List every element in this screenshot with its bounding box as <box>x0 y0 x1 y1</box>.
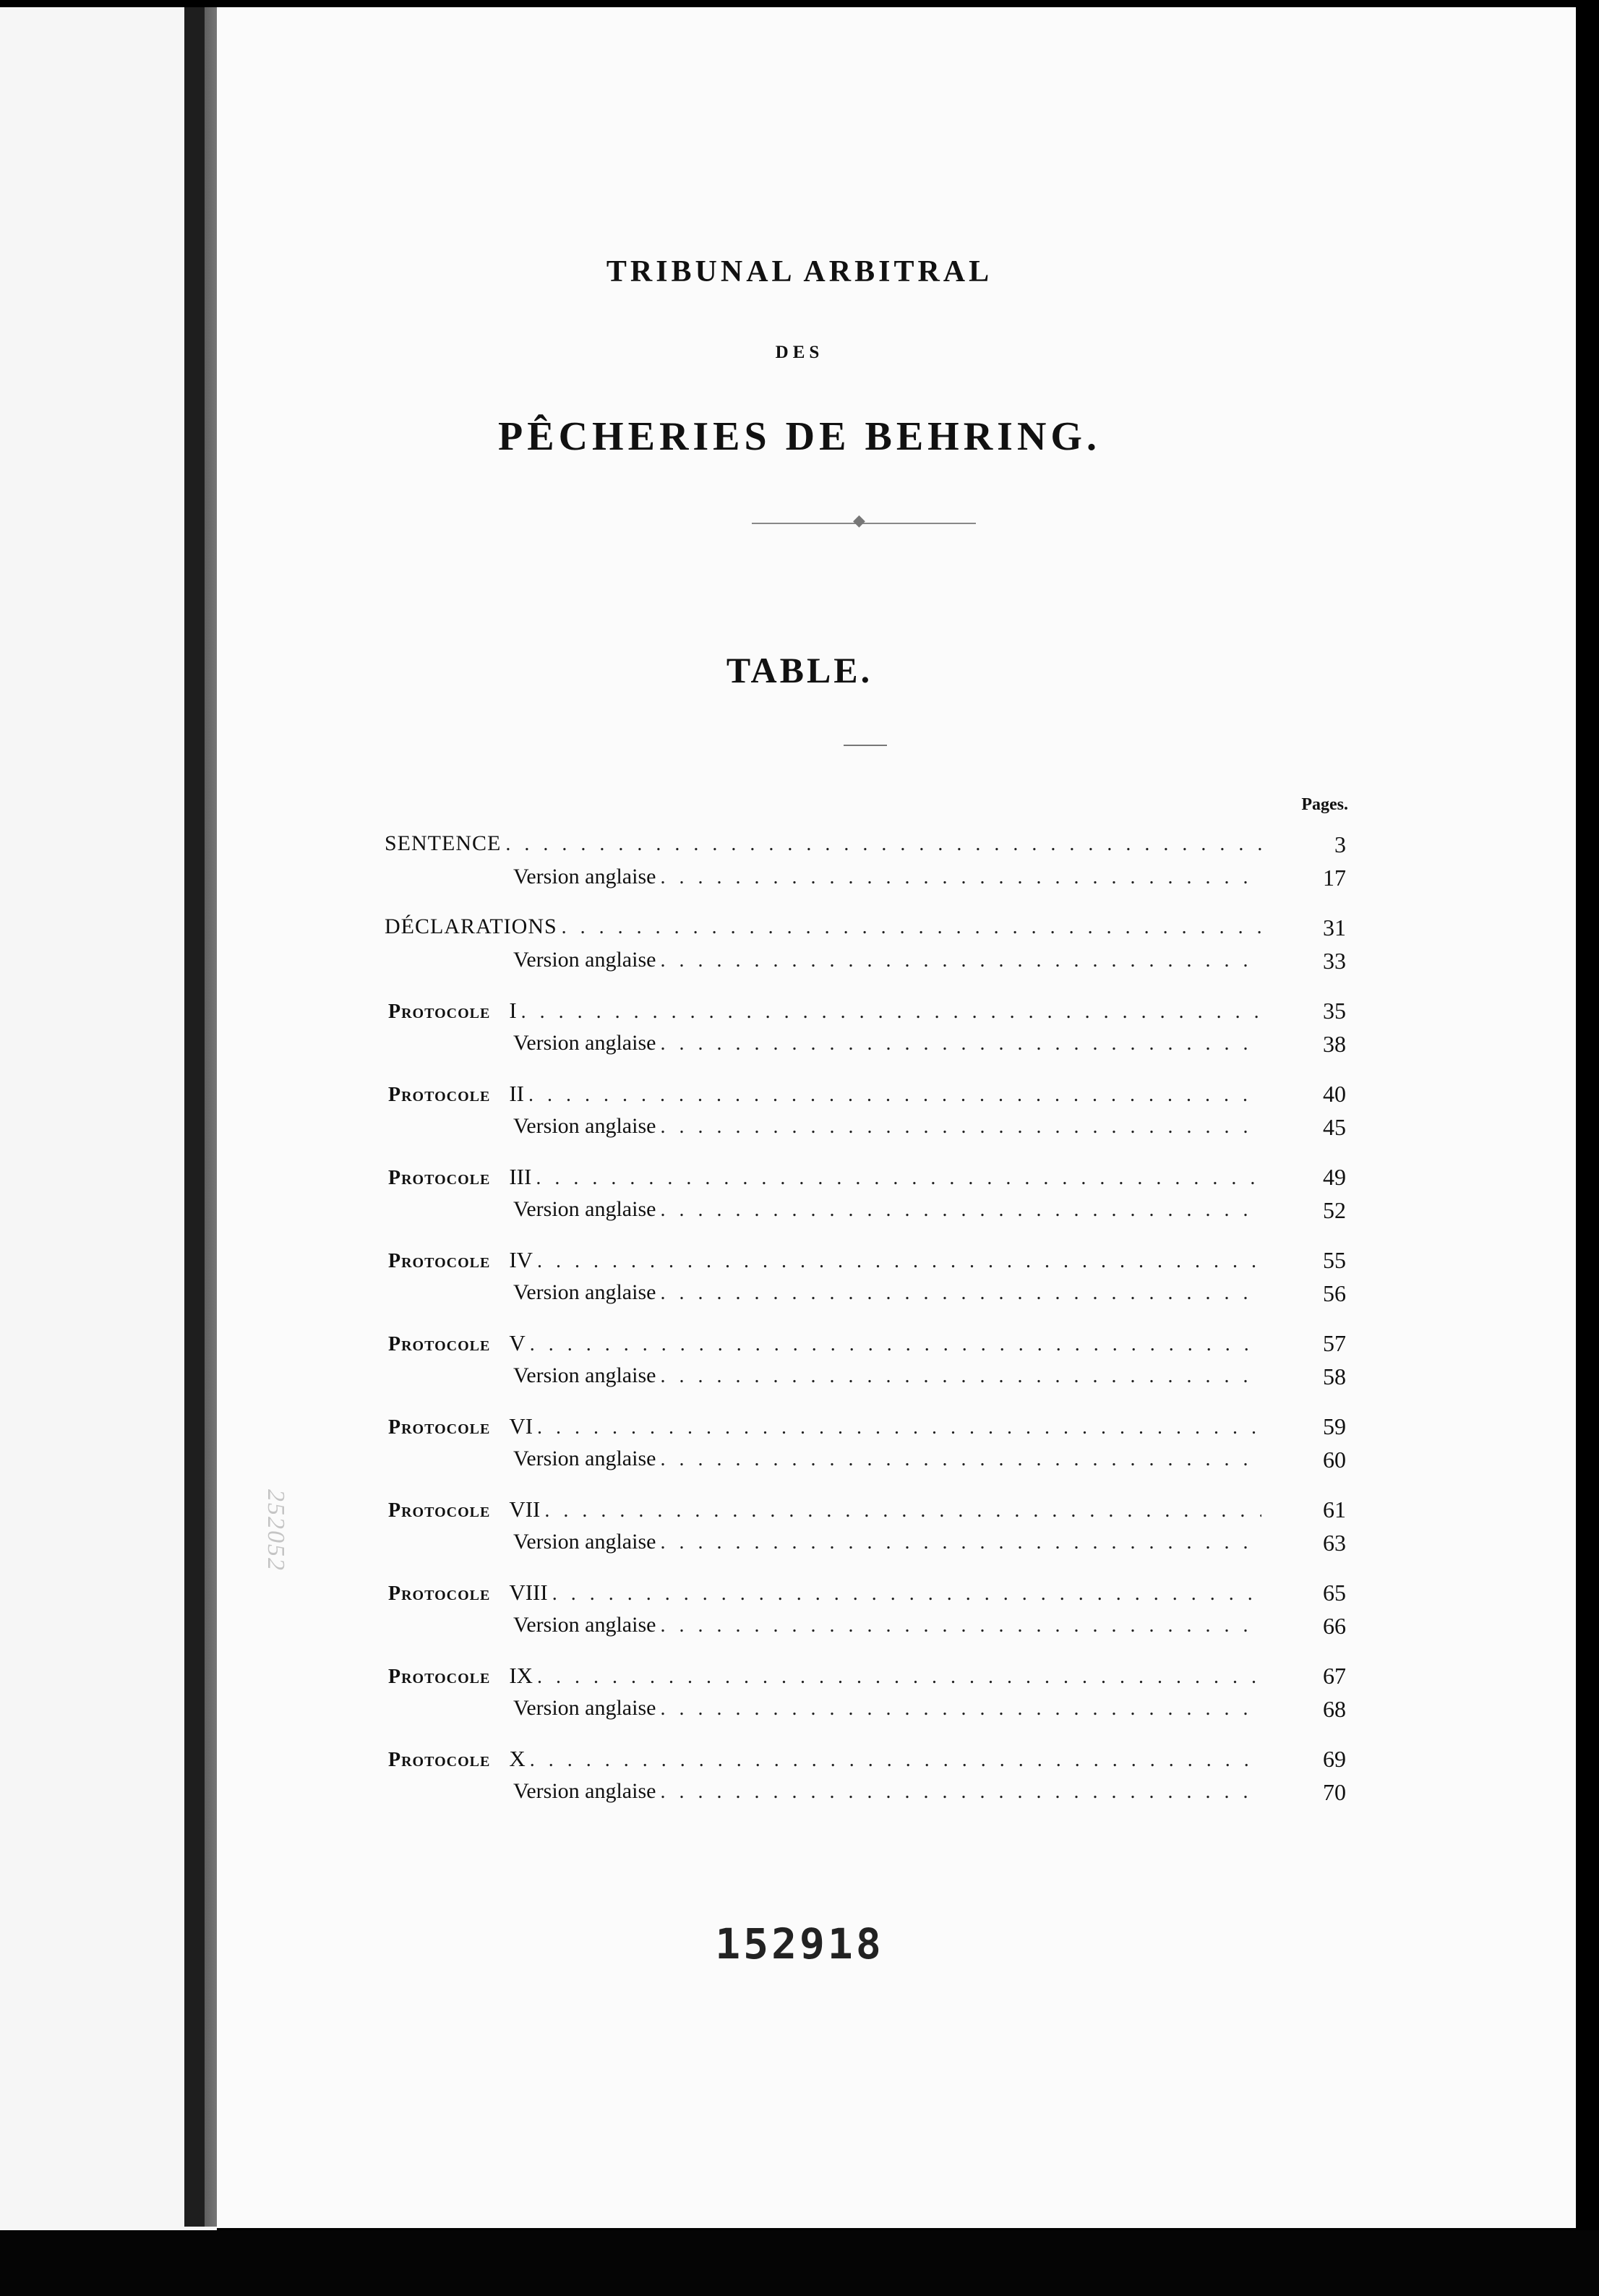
protocol-number: VIII <box>509 1580 548 1605</box>
toc-entry-line <box>388 1081 1261 1107</box>
dot-leader <box>660 1448 1261 1471</box>
toc-entry <box>0 1663 1599 1697</box>
version-anglaise-label: Version anglaise <box>513 1530 656 1554</box>
page-number: 3 <box>1334 831 1346 857</box>
protocol-number: V <box>509 1330 526 1355</box>
version-anglaise-label: Version anglaise <box>513 865 656 888</box>
toc-subentry-line <box>513 1530 1261 1554</box>
toc-subentry-line <box>513 1280 1261 1305</box>
dot-leader <box>660 949 1261 972</box>
protocol-label: Protocole <box>388 1001 491 1023</box>
dot-leader <box>530 1333 1261 1356</box>
toc-entry-line <box>388 1580 1261 1606</box>
heading-des: DES <box>775 343 824 362</box>
version-anglaise-label: Version anglaise <box>513 1031 656 1055</box>
protocol-number: IV <box>509 1247 533 1272</box>
dot-leader <box>660 1531 1261 1554</box>
dot-leader <box>660 1365 1261 1388</box>
version-anglaise-label: Version anglaise <box>513 1197 656 1221</box>
dot-leader <box>536 1167 1261 1190</box>
toc-subentry-line <box>513 1114 1261 1139</box>
page-number: 33 <box>1323 948 1346 974</box>
toc-entry <box>0 1164 1599 1199</box>
toc-title: TABLE. <box>726 650 873 690</box>
page-number: 57 <box>1323 1330 1346 1356</box>
toc-entry <box>0 1580 1599 1614</box>
protocol-number: VII <box>509 1496 541 1522</box>
toc-subentry-line <box>513 1613 1261 1637</box>
protocol-label: Protocole <box>388 1250 491 1272</box>
dot-leader <box>660 1614 1261 1637</box>
dot-leader <box>562 916 1261 939</box>
dot-leader <box>660 1032 1261 1055</box>
toc-subentry-line <box>513 1197 1261 1222</box>
dot-leader <box>660 1115 1261 1139</box>
margin-annotation: 252052 <box>262 1489 289 1572</box>
version-anglaise-label: Version anglaise <box>513 1447 656 1470</box>
toc-subentry <box>0 1280 1599 1315</box>
protocol-number: IX <box>509 1663 533 1688</box>
page-number: 68 <box>1323 1696 1346 1722</box>
ornamental-divider <box>752 521 976 525</box>
protocol-label: Protocole <box>388 1666 491 1688</box>
toc-subentry-line <box>513 948 1261 972</box>
toc-entry-line <box>388 1247 1261 1273</box>
toc-entry <box>0 914 1599 949</box>
page-number: 35 <box>1323 998 1346 1024</box>
toc-subentry <box>0 1447 1599 1481</box>
toc-entry <box>0 998 1599 1032</box>
dot-leader <box>528 1084 1261 1107</box>
page-number: 67 <box>1323 1663 1346 1689</box>
toc-entry <box>0 831 1599 866</box>
dot-leader <box>521 1001 1261 1024</box>
page-number: 60 <box>1323 1447 1346 1473</box>
toc-entry <box>0 1081 1599 1115</box>
toc-subentry <box>0 948 1599 982</box>
toc-entry-line <box>388 1413 1261 1439</box>
protocol-label: Protocole <box>388 1416 491 1439</box>
page-number: 31 <box>1323 914 1346 941</box>
toc-subentry <box>0 1031 1599 1066</box>
protocol-number: I <box>509 998 517 1023</box>
dot-leader <box>660 1781 1261 1804</box>
page-number: 63 <box>1323 1530 1346 1556</box>
dot-leader <box>660 1199 1261 1222</box>
version-anglaise-label: Version anglaise <box>513 1613 656 1637</box>
protocol-number: X <box>509 1746 526 1771</box>
dot-leader <box>660 1282 1261 1305</box>
version-anglaise-label: Version anglaise <box>513 1363 656 1387</box>
toc-subentry-line <box>513 1031 1261 1055</box>
library-stamp-number: 152918 <box>715 1919 884 1969</box>
toc-subentry <box>0 1363 1599 1398</box>
page-number: 58 <box>1323 1363 1346 1389</box>
page-number: 49 <box>1323 1164 1346 1190</box>
version-anglaise-label: Version anglaise <box>513 1696 656 1720</box>
toc-entry-line <box>388 1164 1261 1190</box>
toc-subentry <box>0 1696 1599 1731</box>
version-anglaise-label: Version anglaise <box>513 1779 656 1803</box>
short-rule <box>844 745 887 746</box>
protocol-label: Protocole <box>388 1582 491 1605</box>
page-number: 40 <box>1323 1081 1346 1107</box>
toc-entry-label: SENTENCE <box>385 831 502 855</box>
protocol-label: Protocole <box>388 1084 491 1106</box>
dot-leader <box>660 866 1261 889</box>
toc-entry-line <box>388 1330 1261 1356</box>
dot-leader <box>537 1666 1261 1689</box>
dot-leader <box>537 1250 1261 1273</box>
page-number: 56 <box>1323 1280 1346 1306</box>
protocol-label: Protocole <box>388 1167 491 1189</box>
page-number: 59 <box>1323 1413 1346 1439</box>
page-number: 52 <box>1323 1197 1346 1223</box>
scan-border <box>0 2230 1599 2296</box>
dot-leader <box>660 1697 1261 1721</box>
toc-entry <box>0 1746 1599 1781</box>
version-anglaise-label: Version anglaise <box>513 948 656 972</box>
dot-leader <box>530 1749 1261 1772</box>
page-number: 66 <box>1323 1613 1346 1639</box>
protocol-number: II <box>509 1081 524 1106</box>
toc-subentry-line <box>513 865 1261 889</box>
toc-subentry <box>0 1613 1599 1648</box>
page-number: 65 <box>1323 1580 1346 1606</box>
protocol-number: VI <box>509 1413 533 1439</box>
toc-subentry <box>0 1779 1599 1814</box>
heading-pecheries: PÊCHERIES DE BEHRING. <box>498 414 1101 459</box>
page-number: 17 <box>1323 865 1346 891</box>
toc-subentry <box>0 1530 1599 1564</box>
toc-subentry <box>0 1197 1599 1232</box>
toc-entry-line <box>388 1663 1261 1689</box>
pages-column-header: Pages. <box>1301 795 1348 814</box>
toc-entry-line <box>388 998 1261 1024</box>
protocol-label: Protocole <box>388 1749 491 1771</box>
version-anglaise-label: Version anglaise <box>513 1280 656 1304</box>
toc-entry-line <box>388 1746 1261 1772</box>
dot-leader <box>552 1582 1261 1606</box>
page-number: 45 <box>1323 1114 1346 1140</box>
toc-entry-line <box>385 914 1261 939</box>
toc-subentry-line <box>513 1447 1261 1471</box>
page-number: 61 <box>1323 1496 1346 1522</box>
page-number: 55 <box>1323 1247 1346 1273</box>
page-number: 70 <box>1323 1779 1346 1805</box>
toc-subentry-line <box>513 1363 1261 1388</box>
toc-entry <box>0 1247 1599 1282</box>
version-anglaise-label: Version anglaise <box>513 1114 656 1138</box>
toc-subentry <box>0 1114 1599 1149</box>
toc-entry-line <box>388 1496 1261 1522</box>
toc-entry-line <box>385 831 1261 856</box>
heading-tribunal: TRIBUNAL ARBITRAL <box>606 255 993 288</box>
toc-entry <box>0 1413 1599 1448</box>
protocol-label: Protocole <box>388 1333 491 1355</box>
protocol-number: III <box>509 1164 532 1189</box>
protocol-label: Protocole <box>388 1499 491 1522</box>
toc-subentry-line <box>513 1779 1261 1804</box>
toc-entry-label: DÉCLARATIONS <box>385 914 557 938</box>
page-number: 38 <box>1323 1031 1346 1057</box>
toc-entry <box>0 1330 1599 1365</box>
toc-subentry-line <box>513 1696 1261 1721</box>
toc-subentry <box>0 865 1599 899</box>
toc-entry <box>0 1496 1599 1531</box>
dot-leader <box>537 1416 1261 1439</box>
dot-leader <box>505 833 1261 856</box>
page-number: 69 <box>1323 1746 1346 1772</box>
dot-leader <box>544 1499 1261 1522</box>
